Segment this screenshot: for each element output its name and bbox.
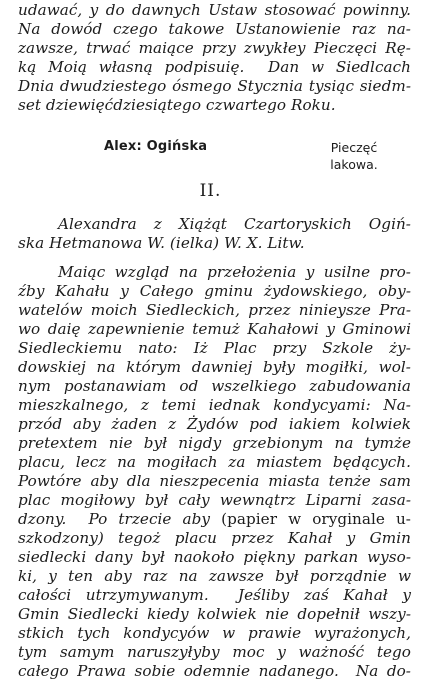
paragraph-line: wo daię zapewnienie temuż Kahałowi y Gminowi [18,320,411,338]
paragraph-line: stkich tych kondycyów w prawie wyrażonych, [18,624,411,642]
paragraph-line: placu, lecz na mogiłach za miastem będących. [18,453,411,471]
paragraph-line: dowskiej na którym dawniej były mogiłki, wol- [18,358,411,376]
paragraph-line: set dziewięćdziesiątego czwartego Roku. [18,96,336,114]
signature: Alex: Ogińska [104,139,208,154]
section-heading-line: ska Hetmanowa W. (ielka) W. X. Litw. [18,234,305,252]
seal-note [319,139,389,173]
paragraph-line: całego Prawa sobie odemnie nadanego. Na do- [18,662,411,680]
section-number: II. [199,181,222,201]
paragraph-line: udawać, y do dawnych Ustaw stosować powinny. [18,1,411,19]
paragraph-line: nym postanawiam od wszelkiego zabudowania [18,377,411,395]
paragraph-line: mieszkalnego, z temi iednak kondycyami: Na- [18,396,411,414]
paragraph-line: ką Moią własną podpisuię. Dan w Siedlcach [18,58,411,76]
paragraph-line: Powtóre aby dla nieszpecenia miasta tenże sam [18,472,411,490]
paragraph-line: Dnia dwudziestego ósmego Stycznia tysiąc siedm- [18,77,411,95]
paragraph-line: Maiąc wzgląd na przełożenia y usilne pro- [58,263,411,281]
paragraph-line [18,510,411,528]
paragraph-line: szkodzony) tegoż placu przez Kahał y Gmin [18,529,411,547]
paragraph-line: przód aby żaden z Żydów pod iakiem kolwiek [18,415,411,433]
section-heading-line: Alexandra z Xiążąt Czartoryskich Ogiń- [58,215,411,233]
paragraph-line: całości utrzymywanym. Jeśliby zaś Kahał y [18,586,411,604]
seal-note-line: Pieczęć [330,140,378,155]
paragraph-line: Siedleckiemu nato: Iż Plac przy Szkole ży- [18,339,411,357]
paragraph-line: tym samym naruszyłyby moc y ważność tego [18,643,411,661]
paragraph-line: siedlecki dany był naokoło piękny parkan wyso- [18,548,411,566]
paragraph-line: Na dowód czego takowe Ustanowienie raz na- [18,20,411,38]
seal-note-line: lakowa. [330,157,378,172]
paragraph-line: plac mogiłowy był cały wewnątrz Liparni zasa- [18,491,411,509]
paragraph-line: pretextem nie był nigdy grzebionym na tymże [18,434,411,452]
inline-upright-note: (papier w oryginale u- [221,510,411,528]
paragraph-line: źby Kahału y Całego gminu żydowskiego, oby- [18,282,411,300]
paragraph-line: ki, y ten aby raz na zawsze był porządnie w [18,567,411,585]
line-text: dzony. Po trzecie aby [18,510,211,528]
paragraph-line: zawsze, trwać maiące przy zwykłey Pieczęci Rę- [18,39,411,57]
paragraph-line: Gmin Siedlecki kiedy kolwiek nie dopełnił wszy- [18,605,411,623]
paragraph-line: watelów moich Siedleckich, przez ninieysze Pra- [18,301,411,319]
